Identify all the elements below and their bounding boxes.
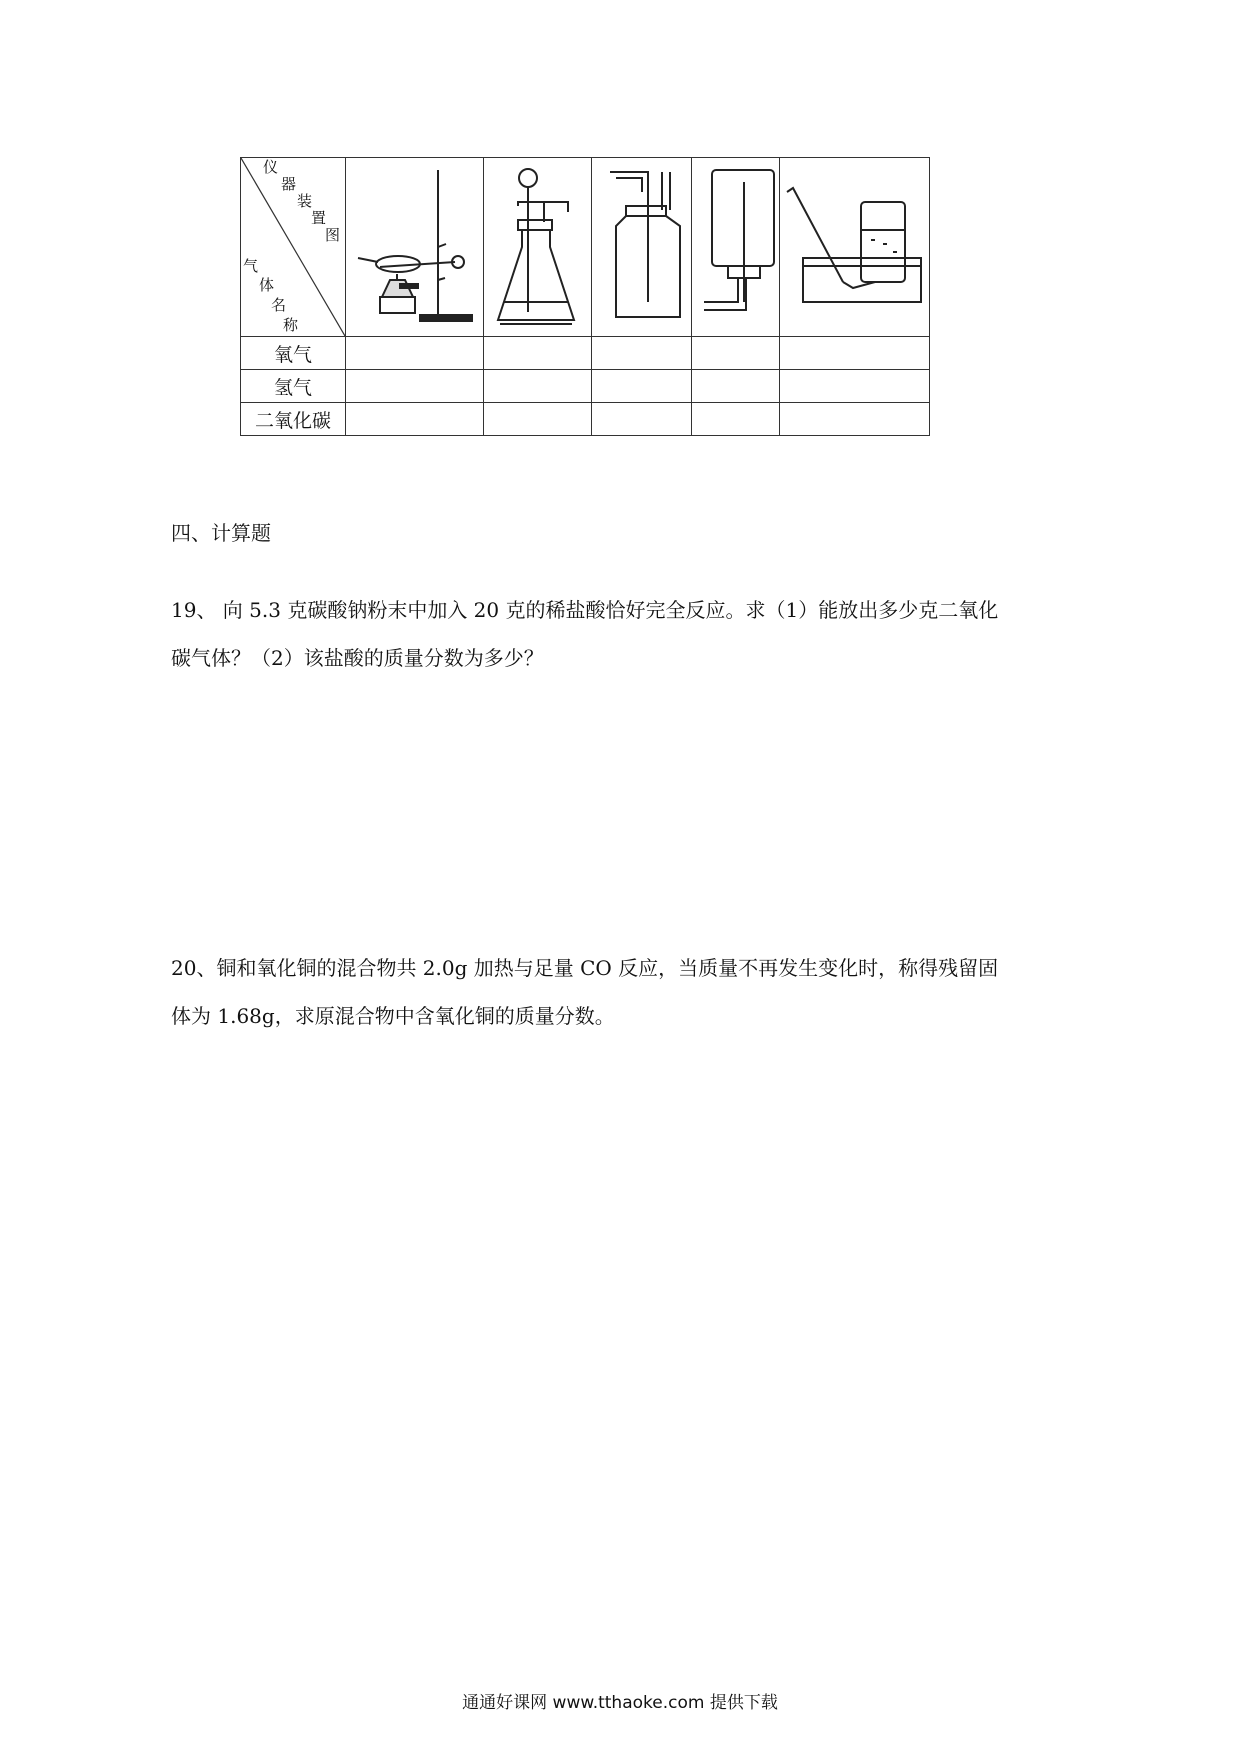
- header-top-char: 装: [297, 192, 313, 210]
- row-label: 氧气: [241, 337, 346, 370]
- table-row: [241, 403, 930, 436]
- table-cell: [692, 403, 780, 436]
- table-cell: [780, 337, 930, 370]
- table-cell: [780, 403, 930, 436]
- question-19-line-2: 碳气体？（2）该盐酸的质量分数为多少？: [171, 646, 544, 670]
- apparatus-cell-5: [780, 158, 930, 337]
- table-cell: [346, 403, 484, 436]
- header-top-char: 置: [311, 209, 327, 227]
- apparatus-table-wrapper: [240, 157, 930, 436]
- question-20: [171, 944, 1071, 1040]
- header-bottom-char: 名: [271, 296, 287, 314]
- row-label: 二氧化碳: [241, 403, 346, 436]
- table-cell: [592, 370, 692, 403]
- gas-collection-bottle-icon: [596, 162, 688, 332]
- question-19-line-1: 19、 向 5.3 克碳酸钠粉末中加入 20 克的稀盐酸恰好完全反应。求（1）能放出多少克二氧化: [171, 598, 999, 622]
- inverted-bottle-icon: [696, 162, 776, 332]
- table-cell: [484, 403, 592, 436]
- table-cell: [780, 370, 930, 403]
- table-diagonal-header: [241, 158, 346, 337]
- table-row: [241, 370, 930, 403]
- table-header-row: [241, 158, 930, 337]
- heating-flask-stand-icon: [350, 162, 480, 332]
- table-cell: [592, 337, 692, 370]
- apparatus-table: [240, 157, 930, 436]
- row-label: 氢气: [241, 370, 346, 403]
- apparatus-cell-4: [692, 158, 780, 337]
- question-19: [171, 586, 1071, 682]
- erlenmeyer-funnel-icon: [488, 162, 588, 332]
- question-20-line-2: 体为 1.68g，求原混合物中含氧化铜的质量分数。: [171, 1004, 615, 1028]
- question-20-line-1: 20、铜和氧化铜的混合物共 2.0g 加热与足量 CO 反应，当质量不再发生变化时，称得残留固: [171, 956, 999, 980]
- header-top-char: 图: [325, 226, 341, 244]
- header-top-char: 器: [281, 175, 297, 193]
- apparatus-cell-1: [346, 158, 484, 337]
- apparatus-cell-3: [592, 158, 692, 337]
- header-bottom-char: 气: [243, 257, 259, 275]
- header-bottom-char: 称: [283, 316, 299, 334]
- table-row: [241, 337, 930, 370]
- table-cell: [692, 337, 780, 370]
- header-bottom-char: 体: [259, 276, 275, 294]
- water-trough-collection-icon: [783, 162, 927, 332]
- table-cell: [346, 370, 484, 403]
- header-top-char: 仪: [263, 158, 279, 176]
- table-cell: [484, 370, 592, 403]
- page-footer: 通通好课网 www.tthaoke.com 提供下载: [462, 1693, 778, 1713]
- table-cell: [592, 403, 692, 436]
- apparatus-cell-2: [484, 158, 592, 337]
- section-heading: 四、计算题: [171, 521, 271, 545]
- table-cell: [346, 337, 484, 370]
- table-cell: [484, 337, 592, 370]
- table-cell: [692, 370, 780, 403]
